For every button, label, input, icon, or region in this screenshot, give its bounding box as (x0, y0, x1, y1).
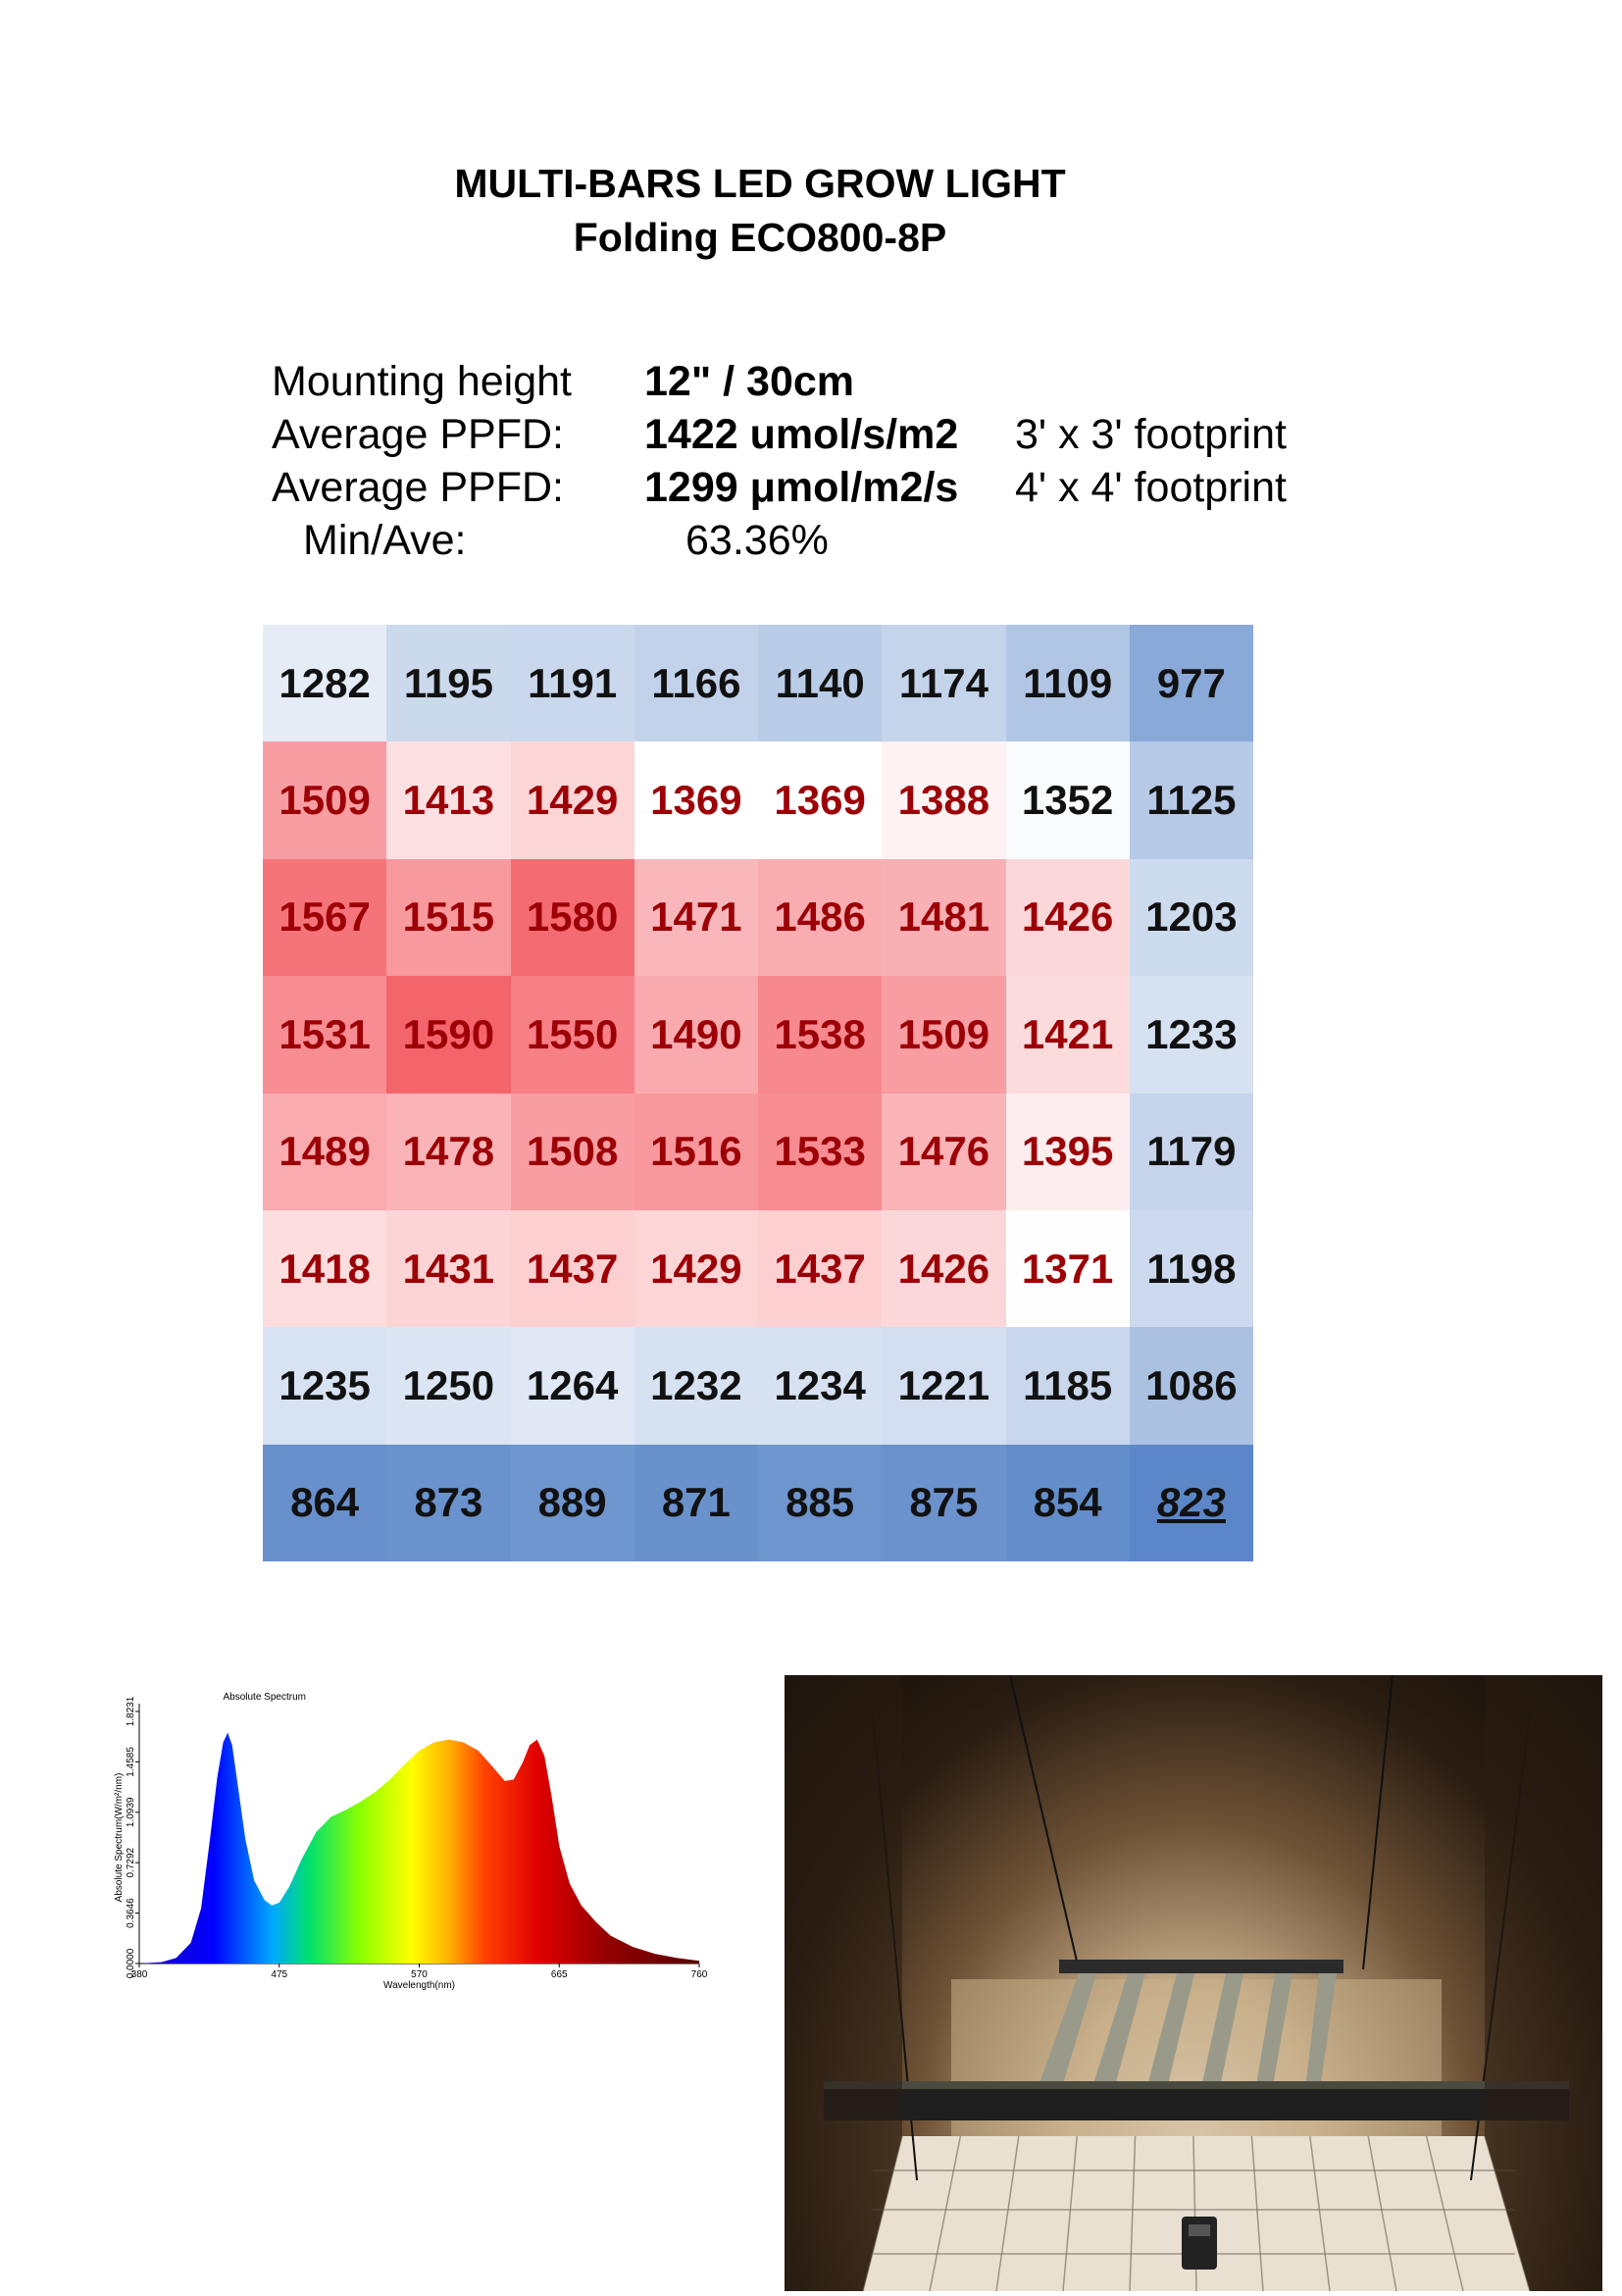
heatmap-cell-r6-c5: 1437 (758, 1210, 882, 1327)
heatmap-cell-r2-c5: 1369 (758, 741, 882, 858)
y-tick-label: 1.8231 (126, 1696, 136, 1727)
heatmap-cell-r8-c6: 875 (882, 1445, 1005, 1561)
light-crossbar-edge (824, 2081, 1569, 2089)
y-tick-label: 0.7292 (126, 1847, 136, 1878)
x-tick-label: 760 (690, 1969, 708, 1980)
heatmap-cell-r2-c1: 1509 (263, 741, 386, 858)
y-tick-label: 0.0000 (126, 1948, 136, 1979)
spec-note: 3' x 3' footprint (1015, 411, 1287, 458)
document-title (0, 157, 1520, 265)
heatmap-cell-r1-c2: 1195 (386, 625, 510, 741)
heatmap-cell-r1-c6: 1174 (882, 625, 1005, 741)
heatmap-cell-r3-c2: 1515 (386, 859, 510, 976)
y-tick-label: 1.4585 (126, 1747, 136, 1777)
heatmap-cell-r2-c4: 1369 (634, 741, 758, 858)
grow-tent-illustration (785, 1675, 1602, 2291)
y-tick-label: 0.3646 (126, 1898, 136, 1928)
heatmap-cell-r7-c1: 1235 (263, 1327, 386, 1444)
heatmap-cell-r5-c8: 1179 (1130, 1094, 1253, 1210)
spec-label: Average PPFD: (272, 411, 564, 458)
heatmap-cell-r4-c3: 1550 (511, 976, 634, 1093)
spectrum-title: Absolute Spectrum (223, 1692, 306, 1703)
x-tick-label: 475 (271, 1969, 288, 1980)
x-tick-label: 665 (550, 1969, 568, 1980)
heatmap-cell-r5-c1: 1489 (263, 1094, 386, 1210)
heatmap-cell-r4-c7: 1421 (1006, 976, 1130, 1093)
heatmap-cell-r4-c1: 1531 (263, 976, 386, 1093)
heatmap-cell-r3-c4: 1471 (634, 859, 758, 976)
heatmap-cell-r4-c2: 1590 (386, 976, 510, 1093)
spectrum-area (139, 1733, 699, 1964)
ppfd-heatmap (263, 625, 1253, 1561)
heatmap-cell-r6-c1: 1418 (263, 1210, 386, 1327)
heatmap-cell-r8-c2: 873 (386, 1445, 510, 1561)
tent-left-wall (785, 1675, 902, 2291)
heatmap-cell-r2-c2: 1413 (386, 741, 510, 858)
heatmap-cell-r6-c2: 1431 (386, 1210, 510, 1327)
tent-photo (785, 1675, 1602, 2291)
heatmap-cell-r8-c8: 823 (1130, 1445, 1253, 1561)
spec-block (272, 355, 1350, 567)
spec-label: Min/Ave: (303, 517, 467, 564)
spec-row-ppfd-3x3 (272, 408, 1350, 461)
heatmap-cell-r3-c5: 1486 (758, 859, 882, 976)
heatmap-cell-r7-c5: 1234 (758, 1327, 882, 1444)
heatmap-cell-r7-c2: 1250 (386, 1327, 510, 1444)
heatmap-cell-r4-c8: 1233 (1130, 976, 1253, 1093)
heatmap-cell-r5-c5: 1533 (758, 1094, 882, 1210)
x-tick-label: 380 (130, 1969, 148, 1980)
spec-row-ppfd-4x4 (272, 461, 1350, 514)
spec-label: Average PPFD: (272, 464, 564, 511)
spec-value: 63.36% (685, 517, 829, 564)
heatmap-cell-r4-c6: 1509 (882, 976, 1005, 1093)
heatmap-cell-r1-c4: 1166 (634, 625, 758, 741)
heatmap-cell-r7-c8: 1086 (1130, 1327, 1253, 1444)
heatmap-cell-r8-c3: 889 (511, 1445, 634, 1561)
hanging-wire (1363, 1675, 1393, 1969)
heatmap-cell-r1-c5: 1140 (758, 625, 882, 741)
spec-label: Mounting height (272, 358, 572, 405)
spec-row-mounting (272, 355, 1350, 408)
heatmap-cell-r6-c8: 1198 (1130, 1210, 1253, 1327)
spec-row-min-ave (272, 514, 1350, 567)
heatmap-cell-r7-c4: 1232 (634, 1327, 758, 1444)
light-crossbar (824, 2087, 1569, 2120)
heatmap-cell-r1-c8: 977 (1130, 625, 1253, 741)
x-tick-label: 570 (411, 1969, 428, 1980)
ppfd-meter-screen (1189, 2224, 1210, 2236)
heatmap-cell-r1-c3: 1191 (511, 625, 634, 741)
spectrum-ylabel: Absolute Spectrum(W/m²/nm) (114, 1772, 125, 1903)
heatmap-cell-r3-c8: 1203 (1130, 859, 1253, 976)
heatmap-cell-r2-c7: 1352 (1006, 741, 1130, 858)
heatmap-cell-r4-c5: 1538 (758, 976, 882, 1093)
heatmap-cell-r6-c4: 1429 (634, 1210, 758, 1327)
heatmap-cell-r6-c7: 1371 (1006, 1210, 1130, 1327)
heatmap-cell-r4-c4: 1490 (634, 976, 758, 1093)
spectrum-chart (116, 1672, 714, 1996)
heatmap-cell-r5-c4: 1516 (634, 1094, 758, 1210)
heatmap-cell-r1-c7: 1109 (1006, 625, 1130, 741)
light-top-frame (1059, 1960, 1343, 1973)
y-tick-label: 1.0939 (126, 1797, 136, 1828)
heatmap-cell-r7-c3: 1264 (511, 1327, 634, 1444)
heatmap-cell-r3-c7: 1426 (1006, 859, 1130, 976)
heatmap-cell-r3-c6: 1481 (882, 859, 1005, 976)
heatmap-cell-r3-c3: 1580 (511, 859, 634, 976)
spec-value: 1422 umol/s/m2 (644, 411, 959, 458)
heatmap-cell-r7-c7: 1185 (1006, 1327, 1130, 1444)
heatmap-cell-r2-c6: 1388 (882, 741, 1005, 858)
heatmap-cell-r8-c7: 854 (1006, 1445, 1130, 1561)
heatmap-cell-r8-c1: 864 (263, 1445, 386, 1561)
heatmap-cell-r6-c3: 1437 (511, 1210, 634, 1327)
heatmap-cell-r2-c8: 1125 (1130, 741, 1253, 858)
spec-value: 1299 μmol/m2/s (644, 464, 959, 511)
heatmap-cell-r1-c1: 1282 (263, 625, 386, 741)
heatmap-cell-r8-c4: 871 (634, 1445, 758, 1561)
heatmap-cell-r3-c1: 1567 (263, 859, 386, 976)
heatmap-cell-r5-c3: 1508 (511, 1094, 634, 1210)
heatmap-cell-r6-c6: 1426 (882, 1210, 1005, 1327)
heatmap-cell-r2-c3: 1429 (511, 741, 634, 858)
heatmap-cell-r5-c2: 1478 (386, 1094, 510, 1210)
title-line-1: MULTI-BARS LED GROW LIGHT (454, 161, 1066, 206)
heatmap-cell-r5-c7: 1395 (1006, 1094, 1130, 1210)
spec-value: 12" / 30cm (644, 358, 855, 405)
heatmap-cell-r5-c6: 1476 (882, 1094, 1005, 1210)
heatmap-cell-r8-c5: 885 (758, 1445, 882, 1561)
spec-note: 4' x 4' footprint (1015, 464, 1287, 511)
hanging-wire (1010, 1675, 1079, 1969)
heatmap-cell-r7-c6: 1221 (882, 1327, 1005, 1444)
title-line-2: Folding ECO800-8P (573, 215, 947, 260)
spectrum-xlabel: Wavelength(nm) (383, 1980, 455, 1991)
